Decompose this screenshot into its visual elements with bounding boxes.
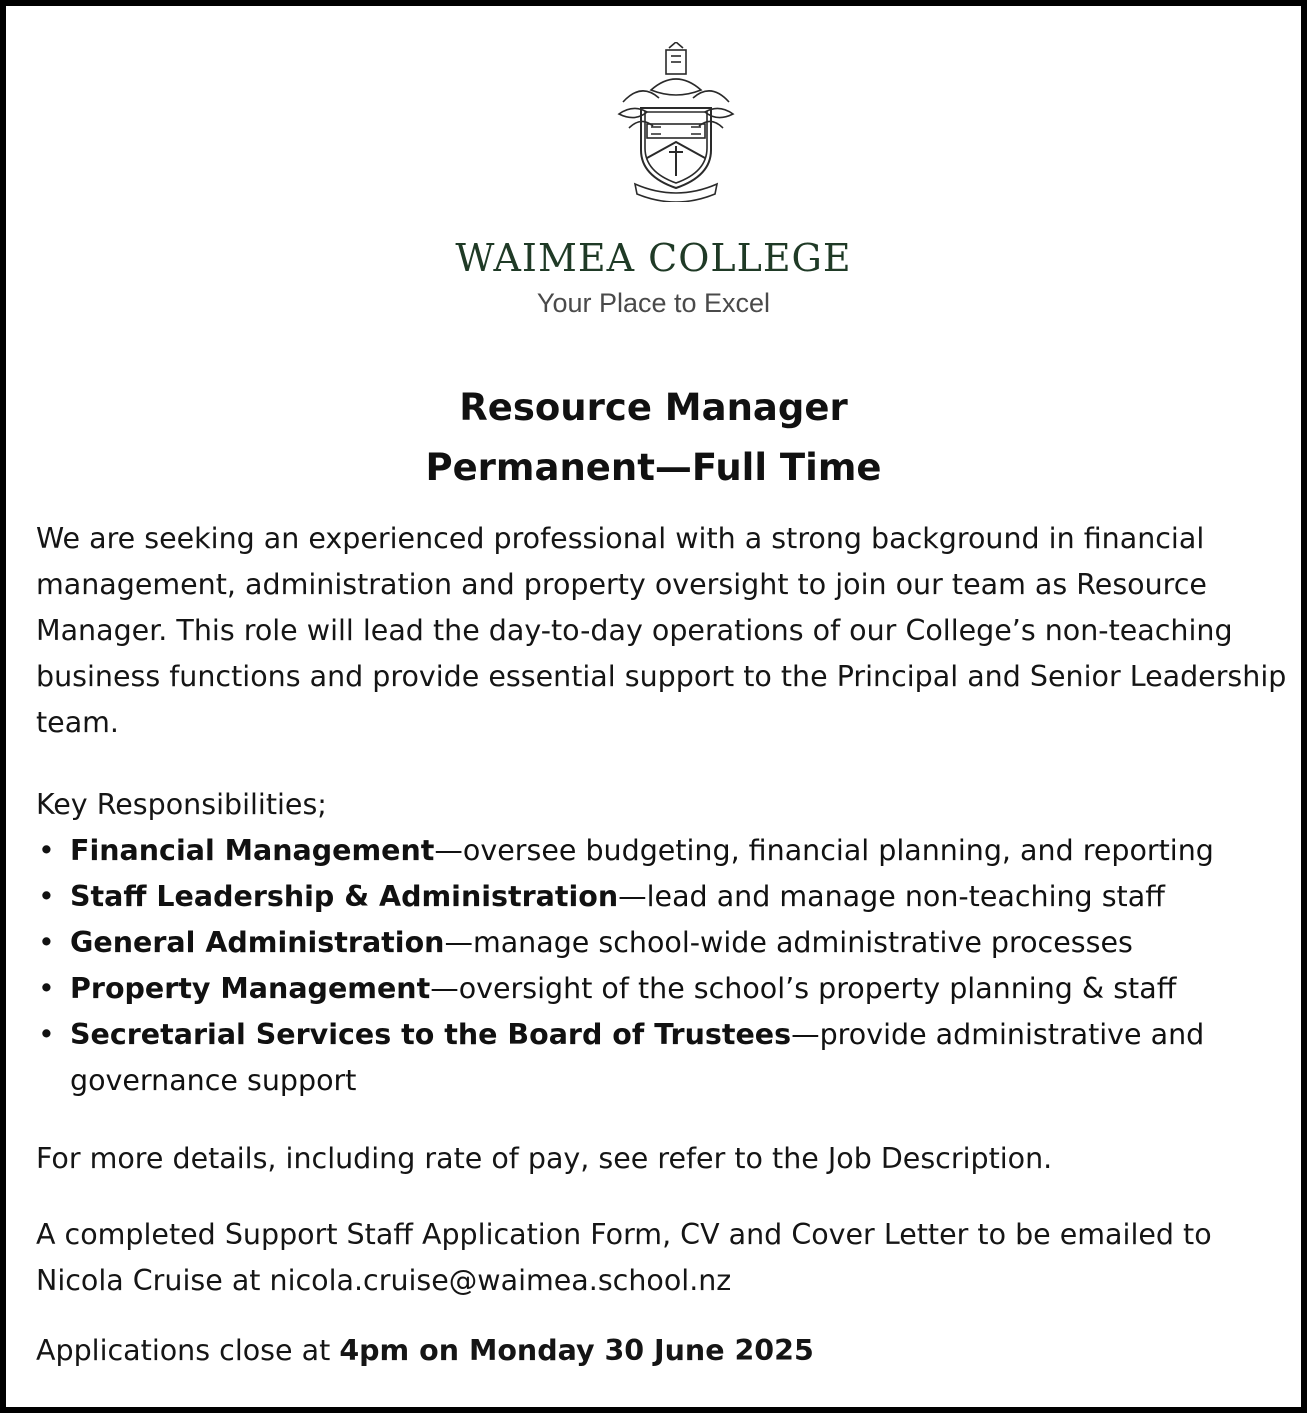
closing-deadline: 4pm on Monday 30 June 2025 xyxy=(339,1334,814,1367)
intro-paragraph: We are seeking an experienced professional with a strong background in financial management, administration and property oversight to join our team as Resource Manager. This role will lead the day-to-day operations of our College’s non-teaching business functions and provide essential support to the Principal and Senior Leadership team. xyxy=(36,522,1287,739)
list-item xyxy=(36,874,1291,920)
bullet-icon: • xyxy=(38,834,55,867)
responsibility-desc: —oversight of the school’s property planning & staff xyxy=(430,972,1177,1005)
job-type: Permanent—Full Time xyxy=(425,446,882,489)
closing-date xyxy=(36,1328,1291,1374)
bullet-icon: • xyxy=(38,880,55,913)
responsibility-desc: —provide administrative and governance support xyxy=(70,1018,1205,1097)
list-item xyxy=(36,828,1291,874)
school-tagline: Your Place to Excel xyxy=(536,288,771,318)
school-name: WAIMEA COLLEGE xyxy=(455,236,852,280)
list-item xyxy=(36,966,1291,1012)
bullet-icon: • xyxy=(38,1018,55,1051)
responsibility-desc: —manage school-wide administrative processes xyxy=(444,926,1133,959)
responsibility-title: Property Management xyxy=(70,972,431,1005)
responsibility-desc: —lead and manage non-teaching staff xyxy=(618,880,1165,913)
job-title: Resource Manager xyxy=(459,386,848,429)
responsibility-title: Secretarial Services to the Board of Trustees xyxy=(70,1018,792,1051)
responsibilities-list xyxy=(36,828,1291,1104)
bullet-icon: • xyxy=(38,926,55,959)
bullet-icon: • xyxy=(38,972,55,1005)
list-item xyxy=(36,920,1291,966)
apply-paragraph: A completed Support Staff Application Form, CV and Cover Letter to be emailed to Nicola Cruise at nicola.cruise@waimea.school.nz xyxy=(36,1218,1212,1297)
school-crest-icon xyxy=(611,42,741,202)
closing-prefix: Applications close at xyxy=(36,1334,340,1367)
responsibility-title: General Administration xyxy=(70,926,445,959)
list-item xyxy=(36,1012,1291,1104)
details-paragraph: For more details, including rate of pay, see refer to the Job Description. xyxy=(36,1142,1053,1175)
responsibility-title: Financial Management xyxy=(70,834,435,867)
responsibility-title: Staff Leadership & Administration xyxy=(70,880,619,913)
responsibilities-label: Key Responsibilities; xyxy=(36,788,327,821)
responsibility-desc: —oversee budgeting, financial planning, and reporting xyxy=(434,834,1214,867)
